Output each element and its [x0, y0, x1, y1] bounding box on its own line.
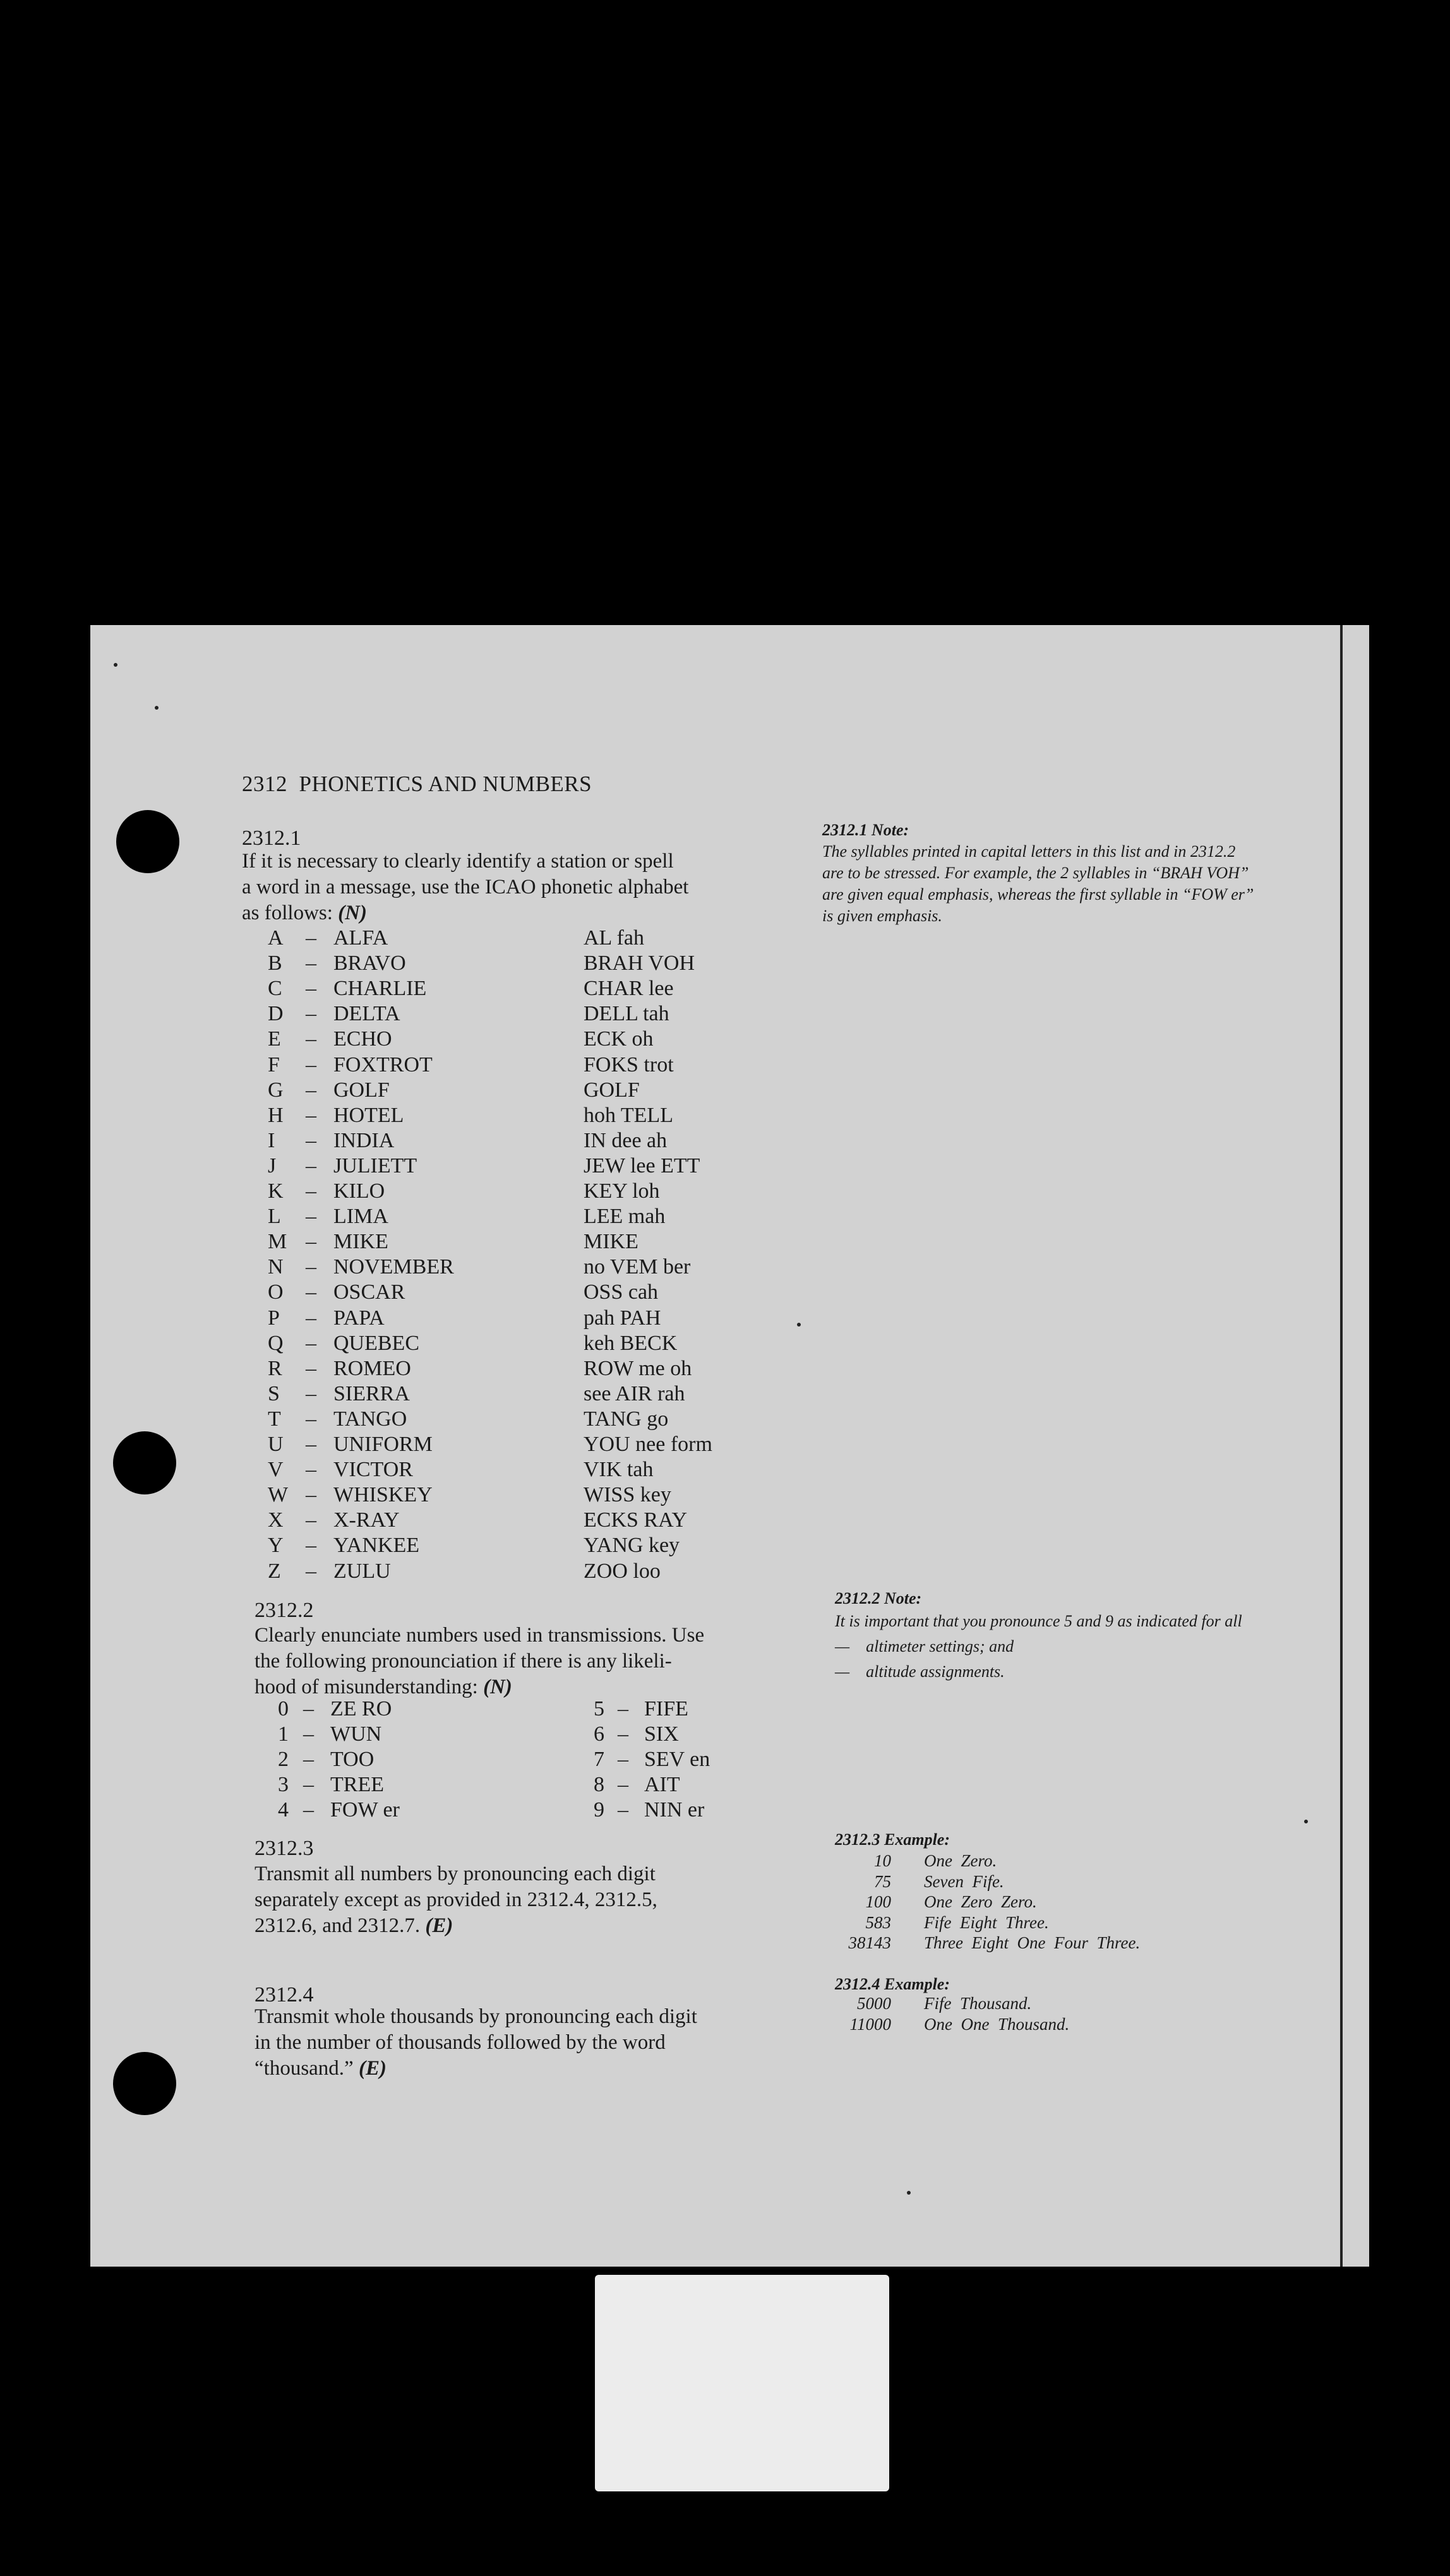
dash: – — [306, 1205, 316, 1229]
pronunciation: pah PAH — [584, 1306, 661, 1330]
bullet-text: altitude assignments. — [866, 1662, 1005, 1681]
s3-line: Transmit all numbers by pronouncing each digit — [255, 1863, 656, 1885]
code-word: ALFA — [333, 926, 388, 950]
code-word: KILO — [333, 1179, 385, 1203]
alphabet-letter: Z — [268, 1559, 281, 1583]
example-spoken: One Zero. — [924, 1851, 997, 1870]
dash-mark: — — [835, 1662, 850, 1681]
note-line: It is important that you pronounce 5 and 9 as indicated for all — [835, 1612, 1242, 1630]
s2-heading: 2312.2 — [255, 1599, 314, 1622]
digit: 8 — [594, 1773, 604, 1796]
code-word: LIMA — [333, 1205, 388, 1229]
pronunciation: KEY loh — [584, 1179, 660, 1203]
note-2312-2 — [835, 1589, 1353, 1685]
scan-speck — [155, 706, 159, 710]
dash: – — [306, 1407, 316, 1431]
dash: – — [618, 1773, 628, 1796]
pronunciation: OSS cah — [584, 1280, 659, 1304]
note-line: is given emphasis. — [822, 907, 942, 925]
s3-line — [255, 1913, 753, 1939]
alphabet-letter: Y — [268, 1534, 284, 1558]
digit-pronunciation: WUN — [330, 1722, 382, 1746]
dash: – — [306, 1002, 316, 1026]
note-bullet — [835, 1659, 1353, 1685]
dash: – — [306, 1483, 316, 1507]
code-word: YANKEE — [333, 1534, 419, 1558]
bullet-text: altimeter settings; and — [866, 1637, 1014, 1655]
digit-pronunciation: ZE RO — [330, 1697, 392, 1720]
s3-line-text: 2312.6, and 2312.7. — [255, 1914, 421, 1937]
pronunciation: FOKS trot — [584, 1052, 674, 1076]
s4-body — [255, 2004, 753, 2082]
note-heading: 2312.1 Note: — [822, 821, 909, 839]
alphabet-letter: G — [268, 1078, 284, 1102]
alphabet-letter: H — [268, 1103, 284, 1127]
s4-line — [255, 2056, 753, 2082]
code-word: HOTEL — [333, 1103, 404, 1127]
example-spoken: Three Eight One Four Three. — [924, 1933, 1141, 1952]
code-word: VICTOR — [333, 1458, 413, 1482]
example-number: 10 — [874, 1851, 891, 1870]
code-word: X-RAY — [333, 1508, 400, 1532]
example-number: 75 — [874, 1871, 891, 1891]
pronunciation: MIKE — [584, 1230, 638, 1254]
alphabet-letter: J — [268, 1154, 277, 1178]
s3-body — [255, 1861, 753, 1939]
dash: – — [306, 1103, 316, 1127]
alphabet-letter: N — [268, 1255, 284, 1279]
alphabet-letter: T — [268, 1407, 281, 1431]
s1-heading: 2312.1 — [242, 826, 301, 850]
code-word: INDIA — [333, 1128, 395, 1152]
digit-pronunciation: NIN er — [644, 1798, 705, 1822]
s4-heading: 2312.4 — [255, 1983, 314, 2007]
code-word: GOLF — [333, 1078, 390, 1102]
note-line: are to be stressed. For example, the 2 syllables in “BRAH VOH” — [822, 864, 1249, 882]
s1-tag: (N) — [338, 902, 367, 924]
dash: – — [306, 1306, 316, 1330]
code-word: SIERRA — [333, 1381, 410, 1405]
punch-hole — [113, 2052, 176, 2115]
digit: 4 — [278, 1798, 289, 1822]
dash: – — [618, 1722, 628, 1746]
pronunciation: DELL tah — [584, 1002, 669, 1026]
alphabet-letter: K — [268, 1179, 284, 1203]
code-word: QUEBEC — [333, 1331, 419, 1355]
code-word: FOXTROT — [333, 1052, 433, 1076]
alphabet-letter: S — [268, 1381, 280, 1405]
code-word: CHARLIE — [333, 977, 427, 1001]
dash: – — [303, 1697, 314, 1720]
pronunciation: ECK oh — [584, 1027, 654, 1051]
pronunciation: AL fah — [584, 926, 644, 950]
example-2312-3-heading: 2312.3 Example: — [835, 1830, 950, 1849]
dash: – — [306, 1381, 316, 1405]
alphabet-letter: U — [268, 1433, 284, 1456]
page-edge-rule — [1340, 625, 1343, 2267]
pronunciation: TANG go — [584, 1407, 669, 1431]
example-spoken: One Zero Zero. — [924, 1892, 1037, 1911]
example-number: 583 — [865, 1912, 891, 1932]
pronunciation: LEE mah — [584, 1205, 666, 1229]
dash: – — [306, 1027, 316, 1051]
note-2312-1 — [822, 820, 1340, 927]
s1-body — [242, 849, 747, 926]
pronunciation: WISS key — [584, 1483, 671, 1507]
dash: – — [306, 1559, 316, 1583]
s1-line — [242, 900, 747, 926]
pronunciation: no VEM ber — [584, 1255, 691, 1279]
dash: – — [306, 951, 316, 975]
code-word: TANGO — [333, 1407, 407, 1431]
dash: – — [306, 1433, 316, 1456]
s2-line: the following pronounciation if there is any likeli- — [255, 1650, 672, 1673]
pronunciation: BRAH VOH — [584, 951, 695, 975]
blank-card — [595, 2275, 889, 2491]
pronunciation: IN dee ah — [584, 1128, 668, 1152]
note-line: are given equal emphasis, whereas the first syllable in “FOW er” — [822, 885, 1254, 903]
digit: 5 — [594, 1697, 604, 1720]
dash: – — [306, 1052, 316, 1076]
dash: – — [306, 1458, 316, 1482]
dash: – — [306, 1356, 316, 1380]
digit-pronunciation: TREE — [330, 1773, 384, 1796]
alphabet-letter: X — [268, 1508, 284, 1532]
example-number: 11000 — [849, 2014, 891, 2034]
section-header — [242, 772, 592, 797]
code-word: UNIFORM — [333, 1433, 433, 1456]
digit-pronunciation: FOW er — [330, 1798, 400, 1822]
s2-tag: (N) — [483, 1676, 512, 1698]
note-line: The syllables printed in capital letters in this list and in 2312.2 — [822, 842, 1236, 861]
example-spoken: Seven Fife. — [924, 1871, 1004, 1891]
dash: – — [618, 1748, 628, 1771]
pronunciation: CHAR lee — [584, 977, 674, 1001]
dash: – — [306, 926, 316, 950]
scan-speck — [1304, 1820, 1308, 1823]
dash: – — [303, 1798, 314, 1822]
code-word: DELTA — [333, 1002, 400, 1026]
alphabet-letter: A — [268, 926, 284, 950]
dash: – — [306, 1230, 316, 1254]
code-word: ECHO — [333, 1027, 392, 1051]
dash: – — [306, 1154, 316, 1178]
code-word: JULIETT — [333, 1154, 417, 1178]
digit: 2 — [278, 1748, 289, 1771]
s3-heading: 2312.3 — [255, 1837, 314, 1860]
digit-pronunciation: SIX — [644, 1722, 679, 1746]
dash: – — [306, 977, 316, 1001]
example-spoken: One One Thousand. — [924, 2014, 1070, 2034]
pronunciation: hoh TELL — [584, 1103, 673, 1127]
digit: 0 — [278, 1697, 289, 1720]
code-word: MIKE — [333, 1230, 388, 1254]
section-number: 2312 — [242, 772, 287, 796]
alphabet-letter: L — [268, 1205, 281, 1229]
punch-hole — [116, 810, 179, 873]
s4-line-text: “thousand.” — [255, 2057, 354, 2080]
dash: – — [306, 1508, 316, 1532]
pronunciation: ROW me oh — [584, 1356, 692, 1380]
example-spoken: Fife Eight Three. — [924, 1912, 1049, 1932]
example-number: 100 — [865, 1892, 891, 1911]
pronunciation: ZOO loo — [584, 1559, 661, 1583]
dash: – — [306, 1534, 316, 1558]
scan-speck — [907, 2191, 911, 2195]
dash: – — [618, 1697, 628, 1720]
dash: – — [303, 1722, 314, 1746]
s3-line: separately except as provided in 2312.4, 2312.5, — [255, 1888, 657, 1911]
punch-hole — [113, 1431, 176, 1494]
digit-pronunciation: SEV en — [644, 1748, 710, 1771]
s1-line-text: as follows: — [242, 902, 333, 924]
pronunciation: ECKS RAY — [584, 1508, 688, 1532]
digit-pronunciation: TOO — [330, 1748, 374, 1771]
digit-pronunciation: FIFE — [644, 1697, 688, 1720]
code-word: PAPA — [333, 1306, 385, 1330]
alphabet-letter: B — [268, 951, 282, 975]
note-bullet — [835, 1634, 1353, 1659]
s1-line: a word in a message, use the ICAO phonetic alphabet — [242, 876, 689, 898]
s4-line: Transmit whole thousands by pronouncing each digit — [255, 2005, 697, 2028]
alphabet-letter: R — [268, 1356, 282, 1380]
code-word: ZULU — [333, 1559, 391, 1583]
alphabet-letter: P — [268, 1306, 280, 1330]
code-word: OSCAR — [333, 1280, 405, 1304]
s4-tag: (E) — [358, 2057, 386, 2080]
alphabet-letter: I — [268, 1128, 275, 1152]
example-number: 38143 — [848, 1933, 891, 1952]
pronunciation: GOLF — [584, 1078, 640, 1102]
dash: – — [306, 1128, 316, 1152]
pronunciation: see AIR rah — [584, 1381, 685, 1405]
dash: – — [306, 1078, 316, 1102]
example-number: 5000 — [857, 1994, 891, 2013]
s2-body — [255, 1623, 753, 1700]
example-2312-4-heading: 2312.4 Example: — [835, 1975, 950, 1993]
alphabet-letter: E — [268, 1027, 281, 1051]
digit: 3 — [278, 1773, 289, 1796]
pronunciation: JEW lee ETT — [584, 1154, 700, 1178]
alphabet-letter: V — [268, 1458, 284, 1482]
dash: – — [618, 1798, 628, 1822]
alphabet-letter: O — [268, 1280, 284, 1304]
digit: 6 — [594, 1722, 604, 1746]
pronunciation: keh BECK — [584, 1331, 678, 1355]
dash: – — [303, 1773, 314, 1796]
alphabet-letter: M — [268, 1230, 287, 1254]
digit: 9 — [594, 1798, 604, 1822]
code-word: WHISKEY — [333, 1483, 433, 1507]
pronunciation: VIK tah — [584, 1458, 654, 1482]
alphabet-letter: W — [268, 1483, 289, 1507]
dash: – — [303, 1748, 314, 1771]
alphabet-letter: F — [268, 1052, 280, 1076]
alphabet-letter: D — [268, 1002, 284, 1026]
code-word: NOVEMBER — [333, 1255, 454, 1279]
s2-line-text: hood of misunderstanding: — [255, 1676, 478, 1698]
scan-speck — [114, 663, 117, 667]
s3-tag: (E) — [425, 1914, 453, 1937]
digit: 7 — [594, 1748, 604, 1771]
dash: – — [306, 1255, 316, 1279]
pronunciation: YOU nee form — [584, 1433, 712, 1456]
dash: – — [306, 1280, 316, 1304]
dash: – — [306, 1331, 316, 1355]
alphabet-letter: Q — [268, 1331, 284, 1355]
pronunciation: YANG key — [584, 1534, 680, 1558]
digit: 1 — [278, 1722, 289, 1746]
example-spoken: Fife Thousand. — [924, 1994, 1032, 2013]
s1-line: If it is necessary to clearly identify a station or spell — [242, 850, 674, 873]
alphabet-letter: C — [268, 977, 282, 1001]
code-word: BRAVO — [333, 951, 406, 975]
dash: – — [306, 1179, 316, 1203]
note-heading: 2312.2 Note: — [835, 1589, 922, 1607]
scan-speck — [797, 1323, 801, 1327]
s2-line: Clearly enunciate numbers used in transmissions. Use — [255, 1624, 705, 1647]
digit-pronunciation: AIT — [644, 1773, 680, 1796]
dash-mark: — — [835, 1637, 850, 1655]
section-title: PHONETICS AND NUMBERS — [299, 772, 592, 796]
code-word: ROMEO — [333, 1356, 411, 1380]
s4-line: in the number of thousands followed by the word — [255, 2031, 666, 2054]
